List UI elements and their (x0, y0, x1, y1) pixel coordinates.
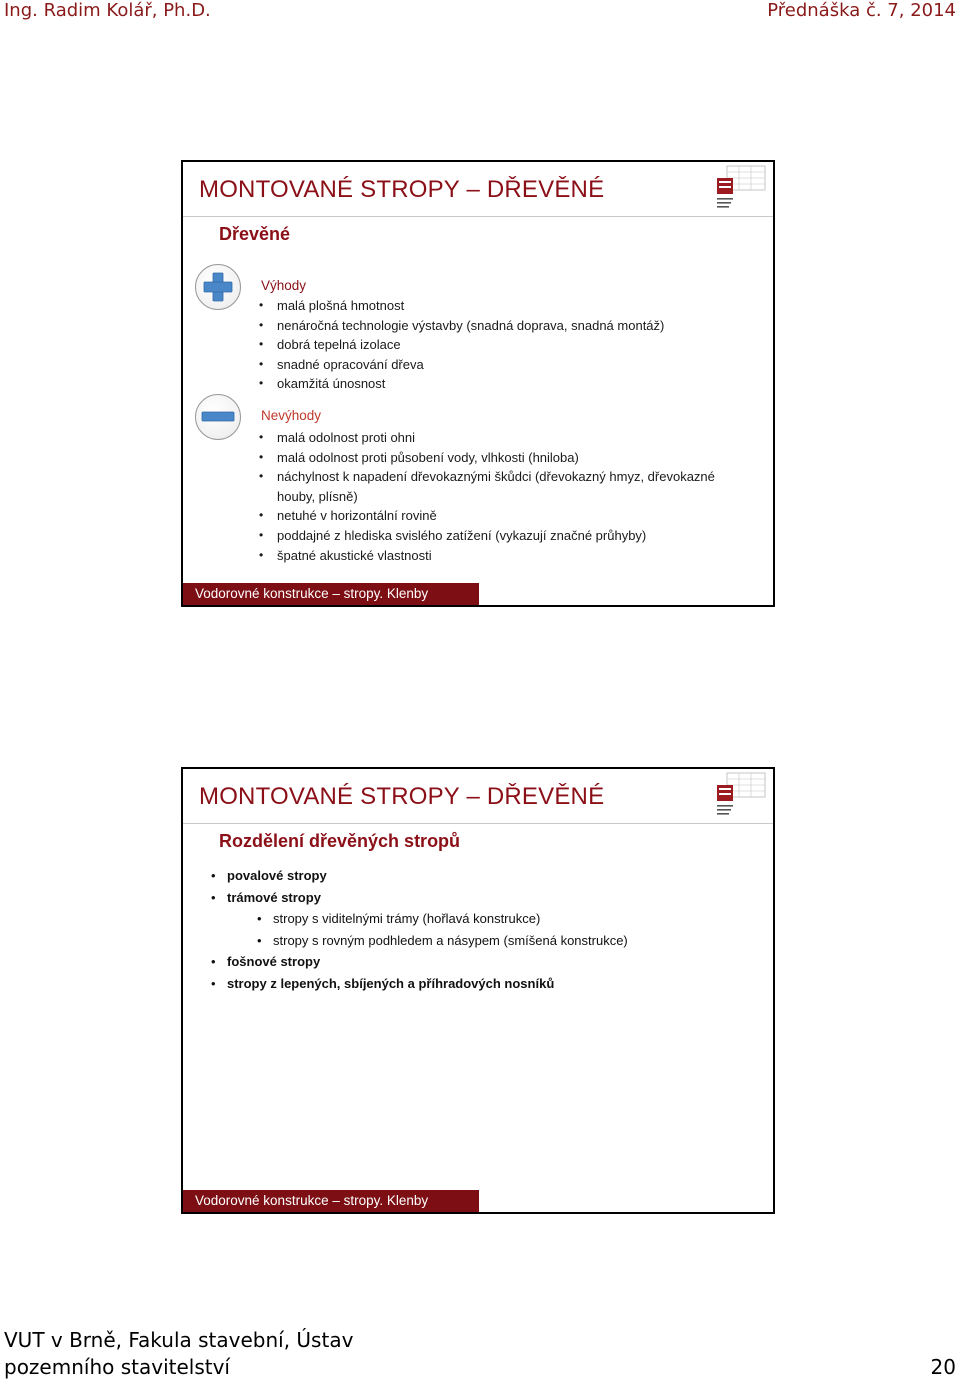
list-item (211, 887, 751, 952)
slide-title: MONTOVANÉ STROPY – DŘEVĚNÉ (199, 176, 605, 203)
author-name: Ing. Radim Kolář, Ph.D. (4, 0, 211, 21)
lecture-label: Přednáška č. 7, 2014 (767, 0, 956, 21)
list-item: • malá plošná hmotnost (259, 296, 759, 316)
list-item: • poddajné z hlediska svislého zatížení (vykazují značné průhyby) (259, 526, 739, 546)
fast-logo-icon (715, 164, 769, 210)
advantages-heading: Výhody (261, 278, 307, 293)
institution-line-2: pozemního stavitelství (4, 1355, 230, 1379)
list-item: • snadné opracování dřeva (259, 355, 759, 375)
list-item: • malá odolnost proti působení vody, vlhkosti (hniloba) (259, 448, 739, 468)
title-divider (183, 216, 773, 217)
institution-line-1: VUT v Brně, Fakula stavební, Ústav (4, 1328, 354, 1352)
list-item-label: trámové stropy (227, 889, 321, 905)
page-header (0, 0, 960, 24)
list-item (211, 951, 751, 973)
sub-list-item: • stropy s rovným podhledem a násypem (smíšená konstrukce) (257, 930, 751, 952)
slide-footer: Vodorovné konstrukce – stropy. Klenby (183, 1190, 479, 1212)
list-item-label: stropy z lepených, sbíjených a příhradových nosníků (227, 975, 555, 991)
page-number: 20 (930, 1355, 956, 1379)
sub-list-item: • stropy s viditelnými trámy (hořlavá konstrukce) (257, 908, 751, 930)
plus-icon (195, 264, 241, 310)
list-item: • malá odolnost proti ohni (259, 428, 739, 448)
list-item-label: povalové stropy (227, 868, 327, 883)
list-item-label: fošnové stropy (227, 954, 321, 969)
slide-subtitle: Dřevěné (219, 224, 291, 244)
list-item: • nenáročná technologie výstavby (snadná doprava, snadná montáž) (259, 316, 759, 336)
advantages-list (259, 296, 759, 394)
list-item: • dobrá tepelná izolace (259, 335, 759, 355)
minus-icon (195, 394, 241, 440)
list-item (211, 973, 751, 995)
slide-subtitle: Rozdělení dřevěných stropů (219, 831, 461, 851)
disadvantages-list (259, 428, 739, 565)
slide-2 (181, 767, 775, 1214)
list-item: • netuhé v horizontální rovině (259, 506, 739, 526)
disadvantages-heading: Nevýhody (261, 408, 322, 423)
list-item (211, 865, 751, 887)
fast-logo-icon (715, 771, 769, 817)
list-item: • okamžitá únosnost (259, 374, 759, 394)
sub-list (227, 908, 751, 951)
list-item: • špatné akustické vlastnosti (259, 546, 739, 566)
page-footer (4, 1327, 353, 1381)
title-divider (183, 823, 773, 824)
slide-title: MONTOVANÉ STROPY – DŘEVĚNÉ (199, 783, 605, 810)
slide-footer: Vodorovné konstrukce – stropy. Klenby (183, 583, 479, 605)
slide-1 (181, 160, 775, 607)
list-item: • náchylnost k napadení dřevokaznými škůdci (dřevokazný hmyz, dřevokazné houby, plísně) (259, 467, 739, 506)
floor-types-list (211, 865, 751, 994)
